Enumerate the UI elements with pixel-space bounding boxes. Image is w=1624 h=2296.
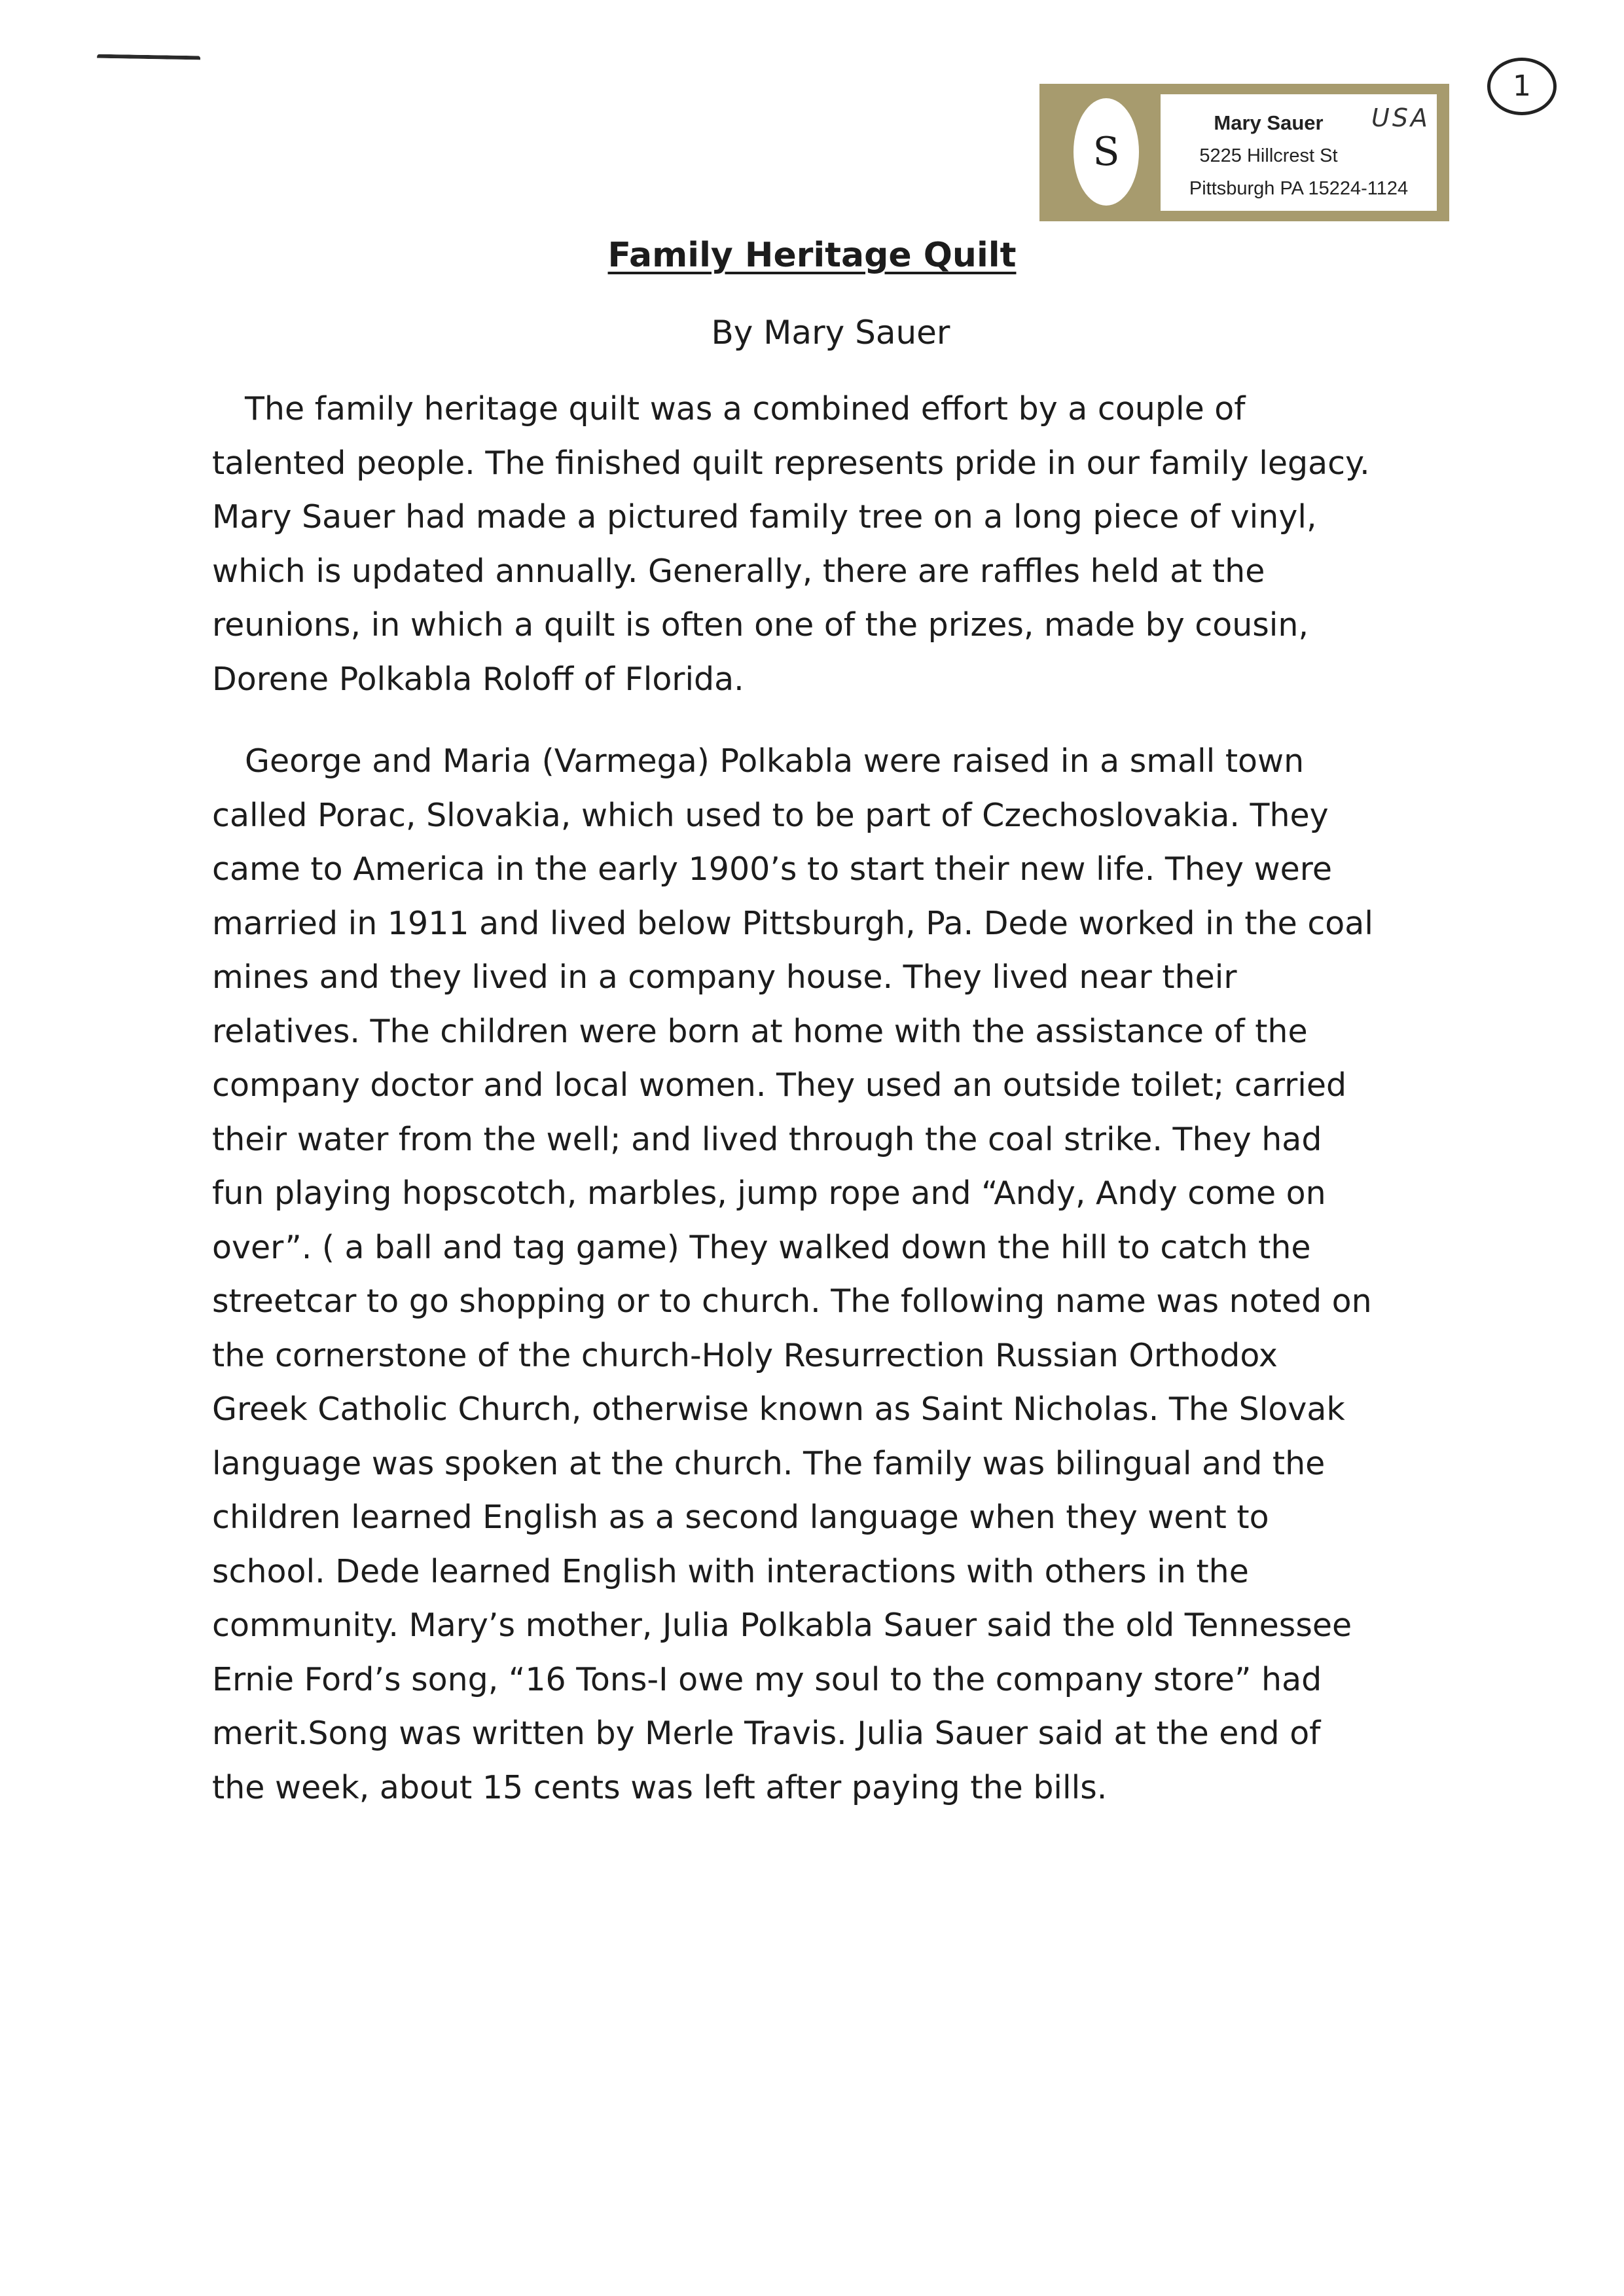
paragraph-line: mines and they lived in a company house. They lived near their xyxy=(212,958,1237,996)
paragraph-line: the cornerstone of the church-Holy Resurrection Russian Orthodox xyxy=(212,1336,1278,1374)
label-name: Mary Sauer xyxy=(1214,111,1324,134)
paragraph-line: over”. ( a ball and tag game) They walked down the hill to catch the xyxy=(212,1228,1311,1266)
address-label xyxy=(1039,84,1449,221)
paragraph-line: Dorene Polkabla Roloff of Florida. xyxy=(212,660,744,698)
paragraph-line: The family heritage quilt was a combined effort by a couple of xyxy=(245,390,1246,428)
paragraph-line: the week, about 15 cents was left after paying the bills. xyxy=(212,1768,1108,1806)
paragraph-line: Mary Sauer had made a pictured family tree on a long piece of vinyl, xyxy=(212,498,1317,536)
paragraph-2 xyxy=(212,735,1456,1815)
paragraph-line: streetcar to go shopping or to church. The following name was noted on xyxy=(212,1283,1372,1320)
label-address-block xyxy=(1161,94,1437,211)
paragraph-line: reunions, in which a quilt is often one of the prizes, made by cousin, xyxy=(212,606,1309,644)
document-title xyxy=(0,229,1624,282)
paragraph-line: which is updated annually. Generally, there are raffles held at the xyxy=(212,552,1265,590)
paragraph-line: talented people. The finished quilt represents pride in our family legacy. xyxy=(212,444,1370,482)
document-byline: By Mary Sauer xyxy=(711,314,950,352)
paragraph-1 xyxy=(212,382,1456,706)
paragraph-line: language was spoken at the church. The family was bilingual and the xyxy=(212,1444,1326,1482)
paragraph-line: relatives. The children were born at home with the assistance of the xyxy=(212,1012,1308,1050)
paragraph-line: Greek Catholic Church, otherwise known as Saint Nicholas. The Slovak xyxy=(212,1391,1345,1428)
paragraph-line: Ernie Ford’s song, “16 Tons-I owe my soul to the company store” had xyxy=(212,1660,1322,1698)
label-street: 5225 Hillcrest St xyxy=(1199,145,1338,166)
paragraph-line: fun playing hopscotch, marbles, jump rope and “Andy, Andy come on xyxy=(212,1175,1326,1212)
label-city-line: Pittsburgh PA 15224-1124 xyxy=(1189,178,1409,199)
paragraph-line: community. Mary’s mother, Julia Polkabla Sauer said the old Tennessee xyxy=(212,1607,1352,1644)
staple-mark xyxy=(97,54,200,67)
paragraph-line: school. Dede learned English with interactions with others in the xyxy=(212,1552,1249,1590)
label-monogram: S xyxy=(1074,98,1139,206)
page-number: 1 xyxy=(1487,58,1557,115)
paragraph-line: called Porac, Slovakia, which used to be part of Czechoslovakia. They xyxy=(212,796,1329,834)
paragraph-line: merit.Song was written by Merle Travis. Julia Sauer said at the end of xyxy=(212,1715,1321,1752)
paragraph-line: came to America in the early 1900’s to start their new life. They were xyxy=(212,850,1333,888)
paragraph-line: George and Maria (Varmega) Polkabla were raised in a small town xyxy=(245,742,1305,780)
label-country-mark: USA xyxy=(1371,103,1430,132)
paragraph-line: their water from the well; and lived through the coal strike. They had xyxy=(212,1120,1322,1158)
paragraph-line: married in 1911 and lived below Pittsburgh, Pa. Dede worked in the coal xyxy=(212,904,1373,942)
document-title-text: Family Heritage Quilt xyxy=(607,236,1017,275)
paragraph-line: children learned English as a second language when they went to xyxy=(212,1499,1269,1536)
paragraph-line: company doctor and local women. They used an outside toilet; carried xyxy=(212,1066,1347,1104)
